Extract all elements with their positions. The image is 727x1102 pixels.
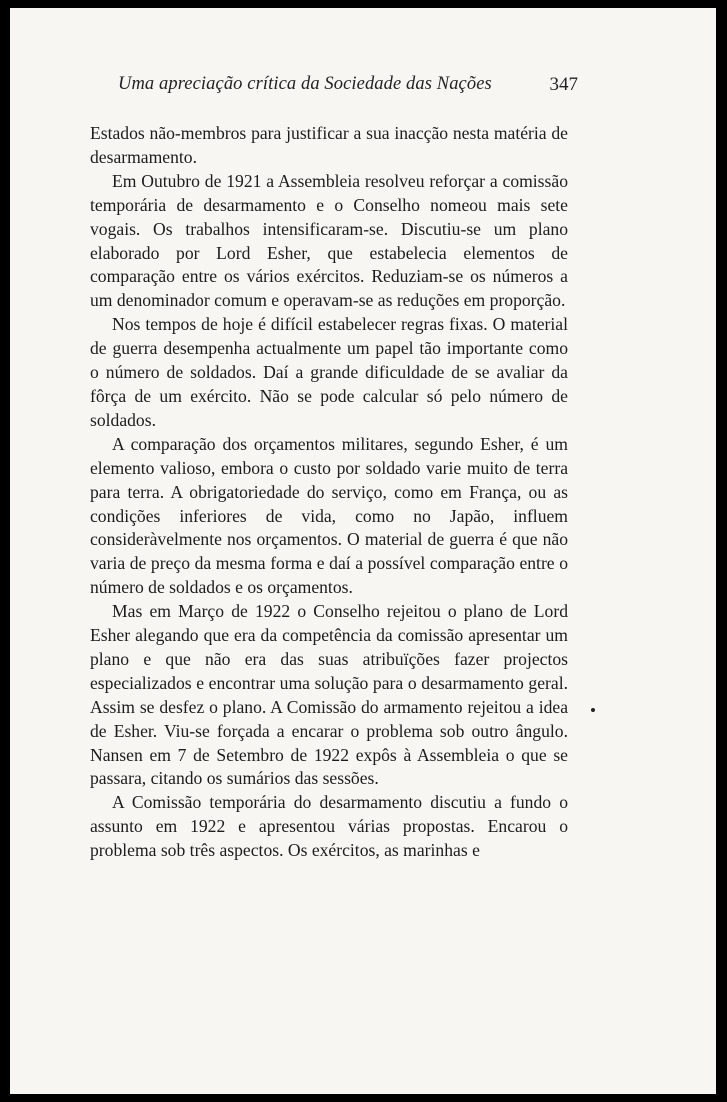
paragraph-1: Estados não-membros para justificar a sua inacção nesta matéria de desarmamento. <box>90 123 568 167</box>
running-title: Uma apreciação crítica da Sociedade das Nações <box>118 74 492 94</box>
ink-speck <box>591 708 595 712</box>
page-number: 347 <box>549 74 578 95</box>
page-header <box>118 74 578 106</box>
paragraph-4: A comparação dos orçamentos militares, segundo Esher, é um elemento valioso, embora o custo por soldado varie muito de terra para terra. A obrigatoriedade do serviço, como em França, ou as condições inferiores de vida, como no Japão, influem consideràvelmente nos orçamentos. O material de guerra é que não varia de preço da mesma forma e daí a possível comparação entre o número de soldados e os orçamentos. <box>90 433 568 598</box>
paragraph-3: Nos tempos de hoje é difícil estabelecer regras fixas. O material de guerra desempenha actualmente um papel tão importante como o número de soldados. Daí a grande dificuldade de se avaliar da fôrça de um exército. Não se pode calcular só pelo número de soldados. <box>90 314 568 430</box>
paragraph-5: Mas em Março de 1922 o Conselho rejeitou o plano de Lord Esher alegando que era da competência da comissão apresentar um plano e que não era das suas atribuïções fazer projectos especializados e encontrar uma solução para o desarmamento geral. Assim se desfez o plano. A Comissão do armamento rejeitou a idea de Esher. Viu-se forçada a encarar o problema sob outro ângulo. Nansen em 7 de Setembro de 1922 expôs à Assembleia o que se passara, citando os sumários das sessões. <box>90 601 568 789</box>
book-page <box>10 8 716 1094</box>
paragraph-2: Em Outubro de 1921 a Assembleia resolveu reforçar a comissão temporária de desarmamento e o Conselho nomeou mais sete vogais. Os trabalhos intensificaram-se. Discutiu-se um plano elaborado por Lord Esher, que estabelecia elementos de comparação entre os vários exércitos. Reduziam-se os números a um denominador comum e operavam-se as reduções em proporção. <box>90 170 568 311</box>
body-text <box>90 122 568 863</box>
paragraph-6: A Comissão temporária do desarmamento discutiu a fundo o assunto em 1922 e apresentou várias propostas. Encarou o problema sob três aspectos. Os exércitos, as marinhas e <box>90 792 568 861</box>
